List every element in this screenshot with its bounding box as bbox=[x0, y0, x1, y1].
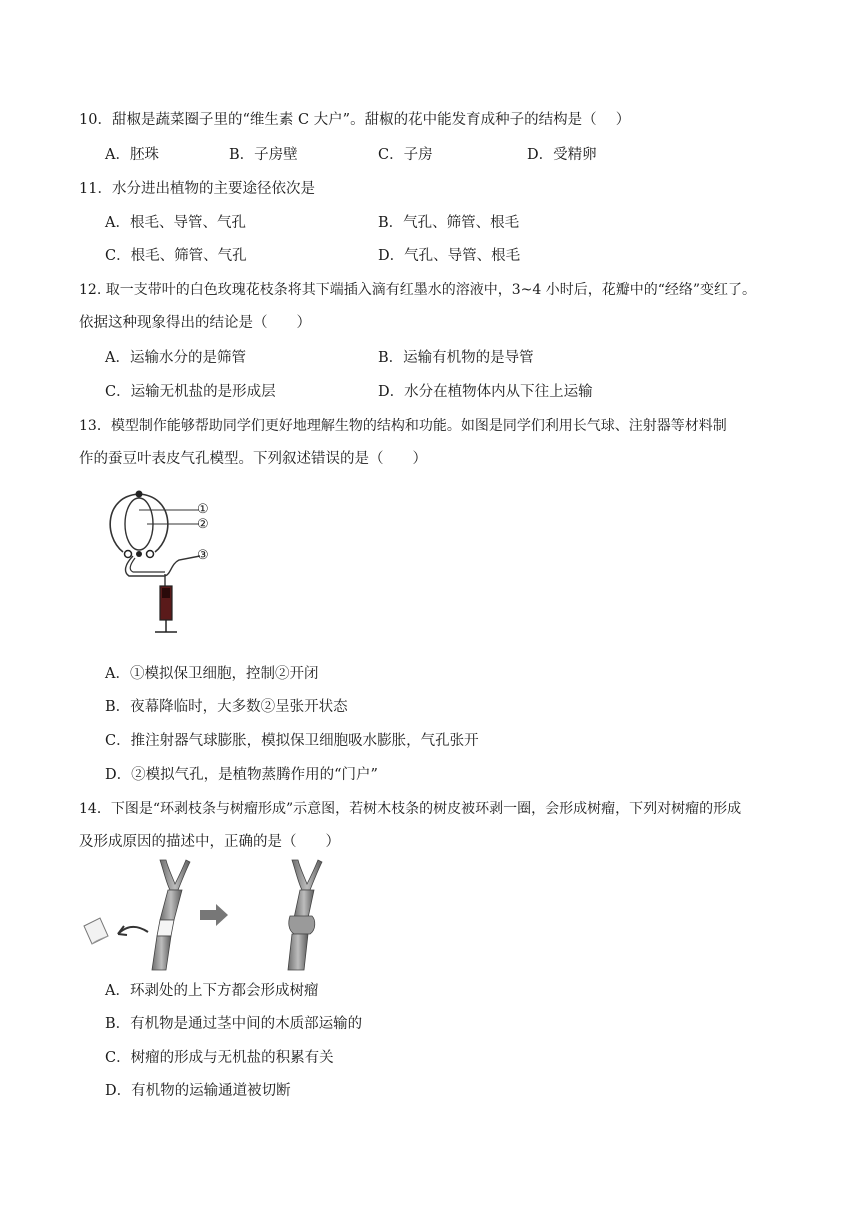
figure-label-3: ③ bbox=[197, 548, 209, 563]
figure-label-1: ① bbox=[197, 502, 209, 517]
q10-stem: 10．甜椒是蔬菜圈子里的“维生素 C 大户”。甜椒的花中能发育成种子的结构是（ ） bbox=[79, 112, 631, 128]
figure-label-2: ② bbox=[197, 517, 209, 532]
q11-option-d: D．气孔、导管、根毛 bbox=[378, 248, 521, 264]
q14-option-c: C．树瘤的形成与无机盐的积累有关 bbox=[105, 1050, 334, 1066]
tree-tumor bbox=[289, 916, 315, 934]
q13-option-b: B．夜幕降临时，大多数②呈张开状态 bbox=[105, 699, 348, 715]
q13-option-a: A．①模拟保卫细胞，控制②开闭 bbox=[105, 666, 319, 682]
q10-option-c: C．子房 bbox=[378, 147, 433, 163]
q14-stem-line2: 及形成原因的描述中，正确的是（ ） bbox=[79, 834, 340, 850]
q10-option-a: A．胚珠 bbox=[105, 147, 159, 163]
tube bbox=[126, 556, 200, 576]
q14-option-d: D．有机物的运输通道被切断 bbox=[105, 1083, 291, 1099]
q13-option-d: D．②模拟气孔，是植物蒸腾作用的“门户” bbox=[105, 767, 378, 783]
q12-stem-line1: 12. 取一支带叶的白色玫瑰花枝条将其下端插入滴有红墨水的溶液中，3~4 小时后，花瓣中的“经络”变红了。 bbox=[79, 282, 757, 298]
q12-option-d: D．水分在植物体内从下往上运输 bbox=[378, 384, 593, 400]
q10-option-b: B．子房壁 bbox=[229, 147, 298, 163]
q14-option-a: A．环剥处的上下方都会形成树瘤 bbox=[105, 983, 319, 999]
q12-stem-line2: 依据这种现象得出的结论是（ ） bbox=[79, 315, 311, 331]
girdled-branch bbox=[152, 860, 190, 970]
girdling-figure bbox=[78, 860, 338, 970]
q11-stem: 11．水分进出植物的主要途径依次是 bbox=[79, 181, 315, 197]
q11-option-c: C．根毛、筛管、气孔 bbox=[105, 248, 247, 264]
q13-option-c: C．推注射器气球膨胀，模拟保卫细胞吸水膨胀，气孔张开 bbox=[105, 733, 479, 749]
q12-option-a: A．运输水分的是筛管 bbox=[105, 350, 246, 366]
q14-option-b: B．有机物是通过茎中间的木质部运输的 bbox=[105, 1016, 363, 1032]
q10-option-d: D．受精卵 bbox=[527, 147, 597, 163]
q11-option-b: B．气孔、筛管、根毛 bbox=[378, 215, 520, 231]
q11-option-a: A．根毛、导管、气孔 bbox=[105, 215, 246, 231]
q13-stem-line2: 作的蚕豆叶表皮气孔模型。下列叙述错误的是（ ） bbox=[79, 451, 427, 467]
tumor-branch bbox=[288, 860, 322, 970]
q12-option-b: B．运输有机物的是导管 bbox=[378, 350, 534, 366]
right-arrow-icon bbox=[200, 904, 228, 926]
q12-option-c: C．运输无机盐的是形成层 bbox=[105, 384, 276, 400]
peeled-bark-icon bbox=[84, 918, 108, 944]
q14-stem-line1: 14．下图是“环剥枝条与树瘤形成”示意图，若树木枝条的树皮被环剥一圈，会形成树瘤，下列对树瘤的形成 bbox=[79, 801, 742, 817]
q13-stem-line1: 13．模型制作能够帮助同学们更好地理解生物的结构和功能。如图是同学们利用长气球、注射器等材料制 bbox=[79, 418, 727, 434]
